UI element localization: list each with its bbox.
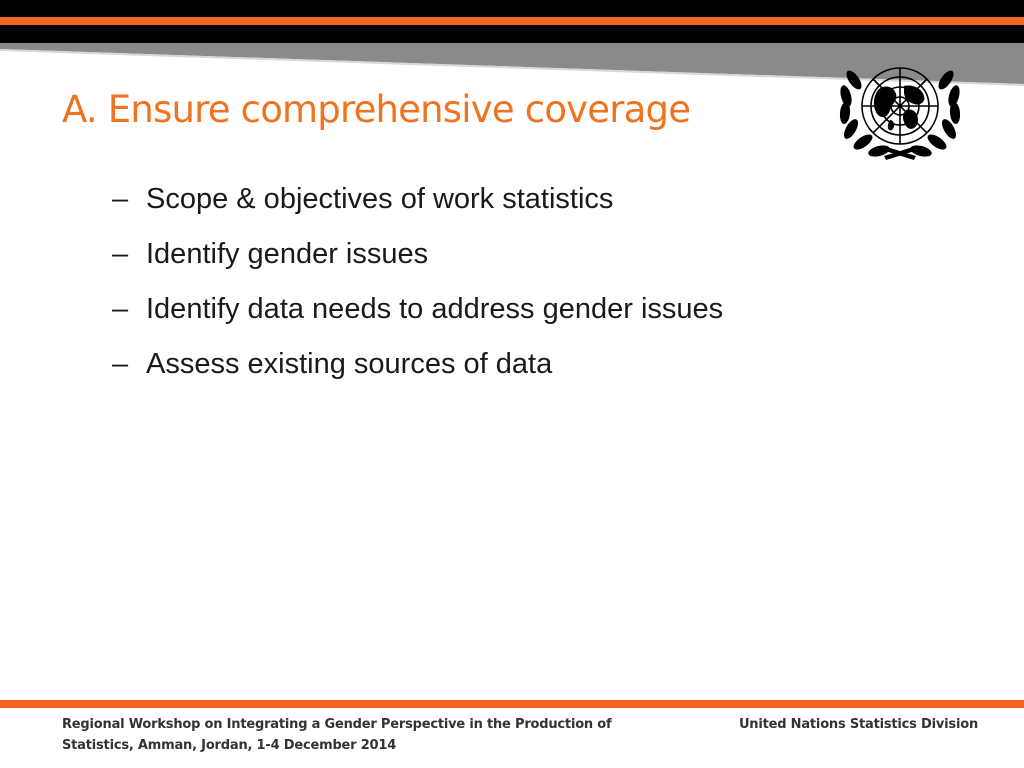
slide-title: A. Ensure comprehensive coverage (62, 88, 691, 131)
un-emblem-icon (834, 50, 966, 162)
bullet-item (112, 293, 723, 348)
bullet-dash: – (112, 293, 129, 325)
bullet-text: Scope & objectives of work statistics (146, 183, 614, 215)
footer-workshop-info (62, 714, 642, 756)
bullet-list (112, 183, 723, 403)
bullet-dash: – (112, 348, 129, 380)
bullet-item (112, 183, 723, 238)
bullet-item (112, 348, 723, 403)
bullet-dash: – (112, 238, 129, 270)
footer-organization: United Nations Statistics Division (738, 717, 978, 732)
bullet-dash: – (112, 183, 129, 215)
footer-line-1: Regional Workshop on Integrating a Gender Perspective in the Production of (62, 717, 612, 732)
bullet-text: Identify gender issues (146, 238, 429, 270)
bullet-text: Assess existing sources of data (146, 348, 553, 380)
footer-line-2: Statistics, Amman, Jordan, 1-4 December 2014 (62, 738, 397, 753)
bullet-text: Identify data needs to address gender issues (146, 293, 724, 325)
bullet-item (112, 238, 723, 293)
footer-divider (0, 700, 1024, 708)
